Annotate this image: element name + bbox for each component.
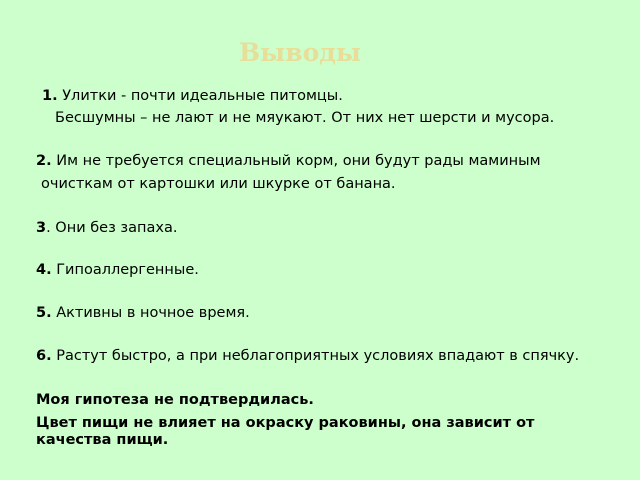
item-number: 2. [36,153,52,169]
finding-statement-line1: Цвет пищи не влияет на окраску раковины, она зависит от [36,415,535,431]
conclusion-item-5 [36,304,250,322]
item-text: Растут быстро, а при неблагоприятных условиях впадают в спячку. [51,348,580,364]
conclusion-item-4 [36,261,199,279]
conclusion-item-1 [42,87,343,105]
item-text: . Они без запаха. [46,220,178,236]
conclusion-item-2 [36,152,541,170]
item-text: Активны в ночное время. [51,305,250,321]
hypothesis-statement: Моя гипотеза не подтвердилась. [36,392,314,408]
item-number: 1. [42,88,58,104]
item-number: 4. [36,262,52,278]
item-number: 6. [36,348,52,364]
item-text: Им не требуется специальный корм, они будут рады маминым [51,153,541,169]
conclusion-item-1-continuation: Бесшумны – не лают и не мяукают. От них нет шерсти и мусора. [55,110,555,126]
conclusion-item-2-continuation: очисткам от картошки или шкурке от банана. [41,176,396,192]
item-number: 3 [36,220,47,236]
item-text: Гипоаллергенные. [51,262,199,278]
item-number: 5. [36,305,52,321]
slide-title: Выводы [239,38,361,67]
finding-statement-line2: качества пищи. [36,432,169,448]
item-text: Улитки - почти идеальные питомцы. [57,88,343,104]
conclusion-item-3 [36,219,177,237]
conclusion-item-6 [36,347,579,365]
